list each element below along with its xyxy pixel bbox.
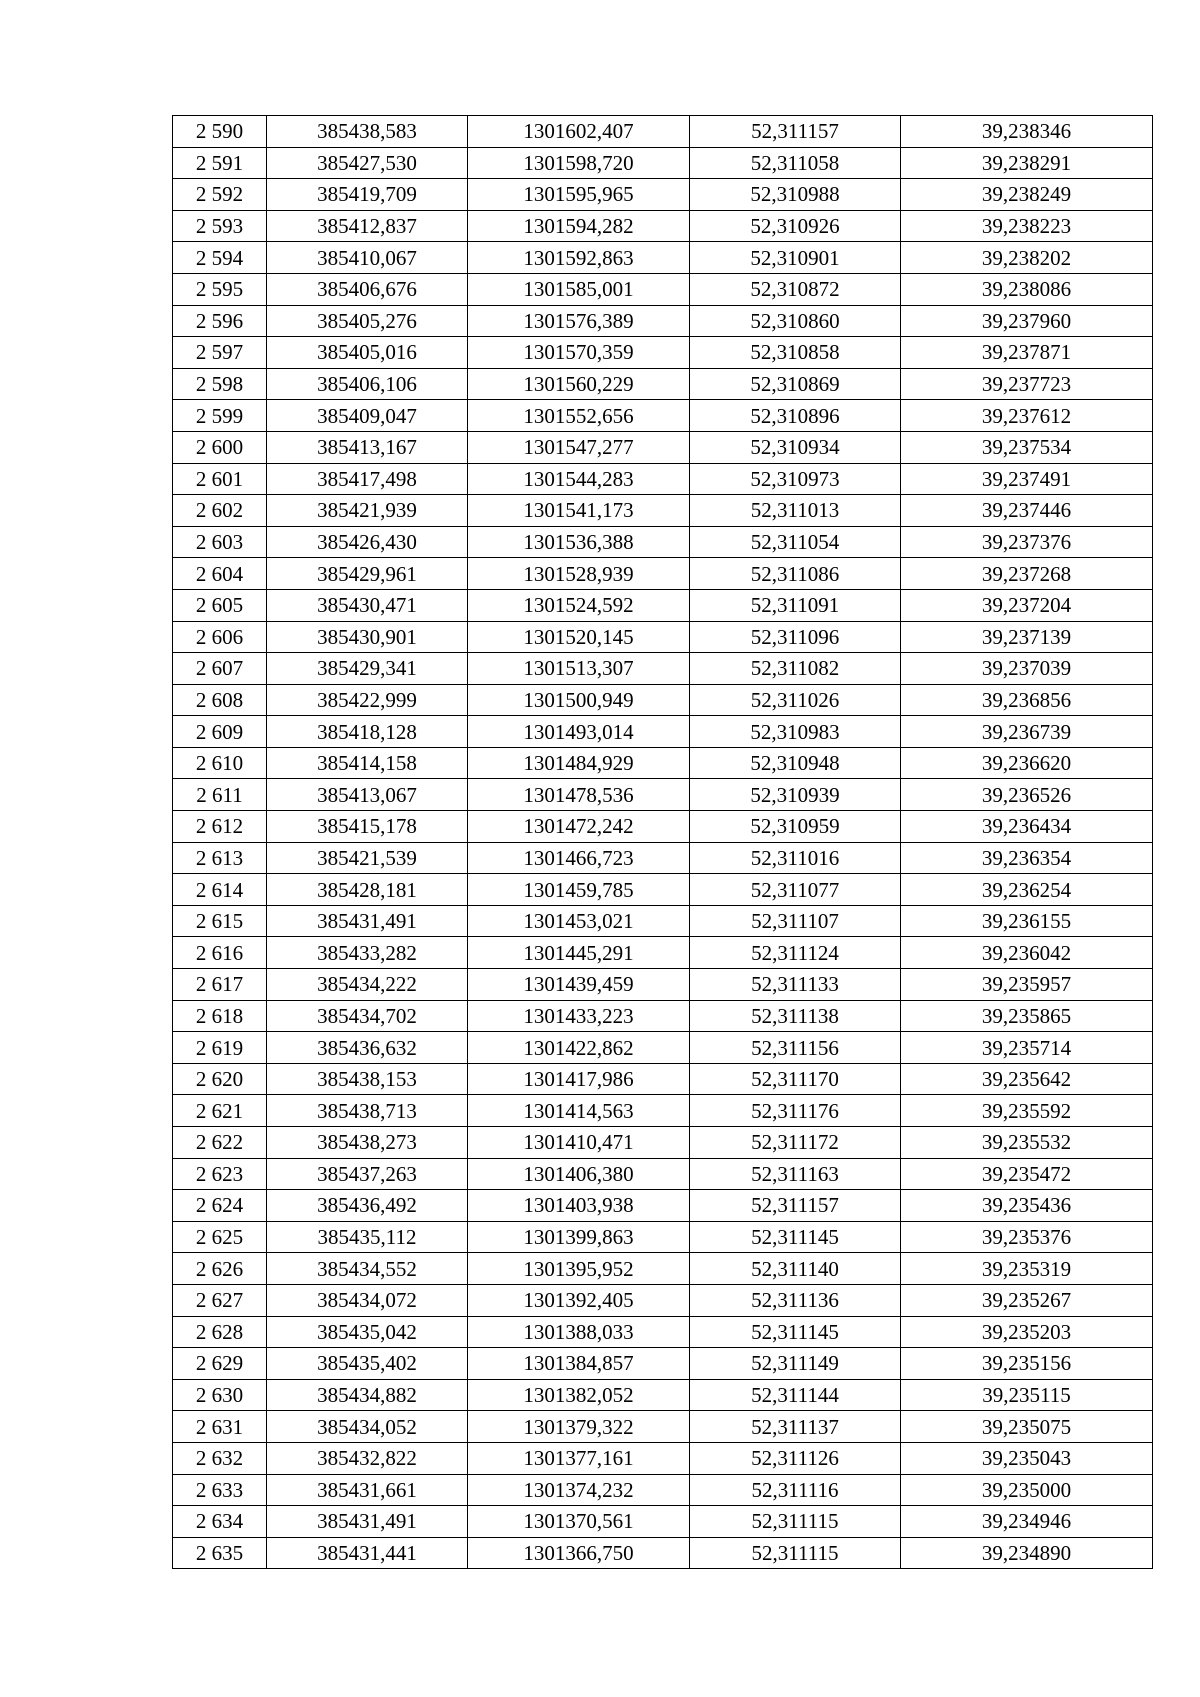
table-row (173, 1095, 1153, 1127)
latitude-cell: 52,311136 (690, 1284, 901, 1316)
latitude-cell: 52,310948 (690, 747, 901, 779)
table-row (173, 242, 1153, 274)
longitude-cell: 39,236739 (901, 716, 1153, 748)
y-coordinate-cell: 1301544,283 (468, 463, 690, 495)
x-coordinate-cell: 385417,498 (267, 463, 468, 495)
latitude-cell: 52,310988 (690, 179, 901, 211)
y-coordinate-cell: 1301392,405 (468, 1284, 690, 1316)
x-coordinate-cell: 385434,702 (267, 1000, 468, 1032)
table-row (173, 1253, 1153, 1285)
x-coordinate-cell: 385434,882 (267, 1379, 468, 1411)
longitude-cell: 39,235203 (901, 1316, 1153, 1348)
longitude-cell: 39,238202 (901, 242, 1153, 274)
y-coordinate-cell: 1301459,785 (468, 874, 690, 906)
point-number-cell: 2 634 (173, 1506, 267, 1538)
point-number-cell: 2 626 (173, 1253, 267, 1285)
table-row (173, 779, 1153, 811)
x-coordinate-cell: 385429,341 (267, 653, 468, 685)
latitude-cell: 52,311086 (690, 558, 901, 590)
longitude-cell: 39,235319 (901, 1253, 1153, 1285)
x-coordinate-cell: 385413,167 (267, 431, 468, 463)
latitude-cell: 52,310896 (690, 400, 901, 432)
y-coordinate-cell: 1301524,592 (468, 589, 690, 621)
longitude-cell: 39,235642 (901, 1063, 1153, 1095)
table-row (173, 1158, 1153, 1190)
table-row (173, 558, 1153, 590)
table-row (173, 842, 1153, 874)
table-row (173, 1032, 1153, 1064)
table-row (173, 747, 1153, 779)
point-number-cell: 2 618 (173, 1000, 267, 1032)
y-coordinate-cell: 1301536,388 (468, 526, 690, 558)
x-coordinate-cell: 385438,273 (267, 1127, 468, 1159)
latitude-cell: 52,311116 (690, 1474, 901, 1506)
x-coordinate-cell: 385405,276 (267, 305, 468, 337)
y-coordinate-cell: 1301500,949 (468, 684, 690, 716)
x-coordinate-cell: 385431,661 (267, 1474, 468, 1506)
y-coordinate-cell: 1301417,986 (468, 1063, 690, 1095)
latitude-cell: 52,311091 (690, 589, 901, 621)
table-row (173, 1379, 1153, 1411)
point-number-cell: 2 628 (173, 1316, 267, 1348)
longitude-cell: 39,237268 (901, 558, 1153, 590)
y-coordinate-cell: 1301594,282 (468, 210, 690, 242)
x-coordinate-cell: 385430,901 (267, 621, 468, 653)
x-coordinate-cell: 385436,632 (267, 1032, 468, 1064)
longitude-cell: 39,236856 (901, 684, 1153, 716)
longitude-cell: 39,237446 (901, 495, 1153, 527)
y-coordinate-cell: 1301541,173 (468, 495, 690, 527)
x-coordinate-cell: 385429,961 (267, 558, 468, 590)
table-row (173, 684, 1153, 716)
x-coordinate-cell: 385435,042 (267, 1316, 468, 1348)
x-coordinate-cell: 385414,158 (267, 747, 468, 779)
longitude-cell: 39,236434 (901, 811, 1153, 843)
point-number-cell: 2 622 (173, 1127, 267, 1159)
point-number-cell: 2 598 (173, 368, 267, 400)
x-coordinate-cell: 385409,047 (267, 400, 468, 432)
x-coordinate-cell: 385435,402 (267, 1348, 468, 1380)
y-coordinate-cell: 1301433,223 (468, 1000, 690, 1032)
x-coordinate-cell: 385434,222 (267, 969, 468, 1001)
y-coordinate-cell: 1301592,863 (468, 242, 690, 274)
point-number-cell: 2 594 (173, 242, 267, 274)
coordinates-table-body (173, 116, 1153, 1569)
longitude-cell: 39,235436 (901, 1190, 1153, 1222)
y-coordinate-cell: 1301466,723 (468, 842, 690, 874)
x-coordinate-cell: 385428,181 (267, 874, 468, 906)
x-coordinate-cell: 385415,178 (267, 811, 468, 843)
point-number-cell: 2 621 (173, 1095, 267, 1127)
table-row (173, 937, 1153, 969)
x-coordinate-cell: 385431,491 (267, 1506, 468, 1538)
longitude-cell: 39,235075 (901, 1411, 1153, 1443)
table-row (173, 495, 1153, 527)
latitude-cell: 52,311145 (690, 1221, 901, 1253)
x-coordinate-cell: 385427,530 (267, 147, 468, 179)
point-number-cell: 2 602 (173, 495, 267, 527)
latitude-cell: 52,311124 (690, 937, 901, 969)
y-coordinate-cell: 1301598,720 (468, 147, 690, 179)
y-coordinate-cell: 1301439,459 (468, 969, 690, 1001)
table-row (173, 1442, 1153, 1474)
latitude-cell: 52,311157 (690, 116, 901, 148)
x-coordinate-cell: 385434,052 (267, 1411, 468, 1443)
y-coordinate-cell: 1301403,938 (468, 1190, 690, 1222)
table-row (173, 305, 1153, 337)
table-row (173, 653, 1153, 685)
latitude-cell: 52,310939 (690, 779, 901, 811)
longitude-cell: 39,238346 (901, 116, 1153, 148)
point-number-cell: 2 613 (173, 842, 267, 874)
table-row (173, 400, 1153, 432)
table-row (173, 147, 1153, 179)
x-coordinate-cell: 385432,822 (267, 1442, 468, 1474)
point-number-cell: 2 610 (173, 747, 267, 779)
point-number-cell: 2 605 (173, 589, 267, 621)
table-row (173, 1000, 1153, 1032)
y-coordinate-cell: 1301370,561 (468, 1506, 690, 1538)
point-number-cell: 2 608 (173, 684, 267, 716)
y-coordinate-cell: 1301528,939 (468, 558, 690, 590)
x-coordinate-cell: 385434,552 (267, 1253, 468, 1285)
point-number-cell: 2 591 (173, 147, 267, 179)
latitude-cell: 52,311107 (690, 905, 901, 937)
longitude-cell: 39,235156 (901, 1348, 1153, 1380)
point-number-cell: 2 616 (173, 937, 267, 969)
latitude-cell: 52,310869 (690, 368, 901, 400)
longitude-cell: 39,238291 (901, 147, 1153, 179)
longitude-cell: 39,235043 (901, 1442, 1153, 1474)
y-coordinate-cell: 1301585,001 (468, 273, 690, 305)
y-coordinate-cell: 1301366,750 (468, 1537, 690, 1569)
point-number-cell: 2 629 (173, 1348, 267, 1380)
point-number-cell: 2 597 (173, 337, 267, 369)
x-coordinate-cell: 385412,837 (267, 210, 468, 242)
latitude-cell: 52,311133 (690, 969, 901, 1001)
latitude-cell: 52,310872 (690, 273, 901, 305)
table-row (173, 1537, 1153, 1569)
point-number-cell: 2 624 (173, 1190, 267, 1222)
x-coordinate-cell: 385435,112 (267, 1221, 468, 1253)
table-row (173, 1474, 1153, 1506)
latitude-cell: 52,311096 (690, 621, 901, 653)
longitude-cell: 39,235376 (901, 1221, 1153, 1253)
longitude-cell: 39,237612 (901, 400, 1153, 432)
latitude-cell: 52,311115 (690, 1537, 901, 1569)
longitude-cell: 39,237491 (901, 463, 1153, 495)
x-coordinate-cell: 385438,153 (267, 1063, 468, 1095)
point-number-cell: 2 593 (173, 210, 267, 242)
longitude-cell: 39,236042 (901, 937, 1153, 969)
table-row (173, 526, 1153, 558)
longitude-cell: 39,237376 (901, 526, 1153, 558)
longitude-cell: 39,237960 (901, 305, 1153, 337)
latitude-cell: 52,311176 (690, 1095, 901, 1127)
latitude-cell: 52,310973 (690, 463, 901, 495)
longitude-cell: 39,237204 (901, 589, 1153, 621)
latitude-cell: 52,311058 (690, 147, 901, 179)
x-coordinate-cell: 385438,583 (267, 116, 468, 148)
latitude-cell: 52,311140 (690, 1253, 901, 1285)
y-coordinate-cell: 1301414,563 (468, 1095, 690, 1127)
point-number-cell: 2 599 (173, 400, 267, 432)
table-row (173, 210, 1153, 242)
y-coordinate-cell: 1301472,242 (468, 811, 690, 843)
table-row (173, 716, 1153, 748)
point-number-cell: 2 612 (173, 811, 267, 843)
point-number-cell: 2 625 (173, 1221, 267, 1253)
table-row (173, 179, 1153, 211)
latitude-cell: 52,311156 (690, 1032, 901, 1064)
table-row (173, 1348, 1153, 1380)
longitude-cell: 39,237139 (901, 621, 1153, 653)
latitude-cell: 52,311082 (690, 653, 901, 685)
y-coordinate-cell: 1301547,277 (468, 431, 690, 463)
longitude-cell: 39,235267 (901, 1284, 1153, 1316)
x-coordinate-cell: 385410,067 (267, 242, 468, 274)
x-coordinate-cell: 385433,282 (267, 937, 468, 969)
y-coordinate-cell: 1301552,656 (468, 400, 690, 432)
latitude-cell: 52,310934 (690, 431, 901, 463)
table-row (173, 811, 1153, 843)
longitude-cell: 39,237039 (901, 653, 1153, 685)
point-number-cell: 2 620 (173, 1063, 267, 1095)
table-row (173, 273, 1153, 305)
y-coordinate-cell: 1301493,014 (468, 716, 690, 748)
latitude-cell: 52,311149 (690, 1348, 901, 1380)
point-number-cell: 2 627 (173, 1284, 267, 1316)
latitude-cell: 52,310983 (690, 716, 901, 748)
point-number-cell: 2 592 (173, 179, 267, 211)
point-number-cell: 2 631 (173, 1411, 267, 1443)
longitude-cell: 39,236620 (901, 747, 1153, 779)
y-coordinate-cell: 1301422,862 (468, 1032, 690, 1064)
x-coordinate-cell: 385422,999 (267, 684, 468, 716)
latitude-cell: 52,311054 (690, 526, 901, 558)
x-coordinate-cell: 385406,106 (267, 368, 468, 400)
latitude-cell: 52,311172 (690, 1127, 901, 1159)
x-coordinate-cell: 385419,709 (267, 179, 468, 211)
x-coordinate-cell: 385406,676 (267, 273, 468, 305)
latitude-cell: 52,310926 (690, 210, 901, 242)
point-number-cell: 2 601 (173, 463, 267, 495)
longitude-cell: 39,238086 (901, 273, 1153, 305)
point-number-cell: 2 590 (173, 116, 267, 148)
latitude-cell: 52,311137 (690, 1411, 901, 1443)
latitude-cell: 52,311077 (690, 874, 901, 906)
latitude-cell: 52,311157 (690, 1190, 901, 1222)
point-number-cell: 2 617 (173, 969, 267, 1001)
table-row (173, 1063, 1153, 1095)
y-coordinate-cell: 1301478,536 (468, 779, 690, 811)
table-row (173, 621, 1153, 653)
point-number-cell: 2 635 (173, 1537, 267, 1569)
latitude-cell: 52,311163 (690, 1158, 901, 1190)
longitude-cell: 39,235472 (901, 1158, 1153, 1190)
point-number-cell: 2 604 (173, 558, 267, 590)
x-coordinate-cell: 385418,128 (267, 716, 468, 748)
table-row (173, 1411, 1153, 1443)
latitude-cell: 52,310858 (690, 337, 901, 369)
longitude-cell: 39,238249 (901, 179, 1153, 211)
table-row (173, 431, 1153, 463)
latitude-cell: 52,311145 (690, 1316, 901, 1348)
x-coordinate-cell: 385437,263 (267, 1158, 468, 1190)
y-coordinate-cell: 1301406,380 (468, 1158, 690, 1190)
latitude-cell: 52,311013 (690, 495, 901, 527)
x-coordinate-cell: 385438,713 (267, 1095, 468, 1127)
point-number-cell: 2 615 (173, 905, 267, 937)
latitude-cell: 52,310901 (690, 242, 901, 274)
point-number-cell: 2 623 (173, 1158, 267, 1190)
x-coordinate-cell: 385431,491 (267, 905, 468, 937)
y-coordinate-cell: 1301395,952 (468, 1253, 690, 1285)
y-coordinate-cell: 1301560,229 (468, 368, 690, 400)
y-coordinate-cell: 1301602,407 (468, 116, 690, 148)
longitude-cell: 39,235592 (901, 1095, 1153, 1127)
latitude-cell: 52,311016 (690, 842, 901, 874)
longitude-cell: 39,237871 (901, 337, 1153, 369)
y-coordinate-cell: 1301576,389 (468, 305, 690, 337)
point-number-cell: 2 606 (173, 621, 267, 653)
y-coordinate-cell: 1301388,033 (468, 1316, 690, 1348)
y-coordinate-cell: 1301453,021 (468, 905, 690, 937)
latitude-cell: 52,311170 (690, 1063, 901, 1095)
y-coordinate-cell: 1301484,929 (468, 747, 690, 779)
y-coordinate-cell: 1301379,322 (468, 1411, 690, 1443)
longitude-cell: 39,235957 (901, 969, 1153, 1001)
point-number-cell: 2 595 (173, 273, 267, 305)
table-row (173, 337, 1153, 369)
table-row (173, 1190, 1153, 1222)
table-row (173, 1127, 1153, 1159)
point-number-cell: 2 607 (173, 653, 267, 685)
longitude-cell: 39,236354 (901, 842, 1153, 874)
latitude-cell: 52,310959 (690, 811, 901, 843)
y-coordinate-cell: 1301520,145 (468, 621, 690, 653)
point-number-cell: 2 611 (173, 779, 267, 811)
point-number-cell: 2 633 (173, 1474, 267, 1506)
x-coordinate-cell: 385426,430 (267, 526, 468, 558)
coordinates-table (172, 115, 1153, 1569)
y-coordinate-cell: 1301374,232 (468, 1474, 690, 1506)
x-coordinate-cell: 385434,072 (267, 1284, 468, 1316)
y-coordinate-cell: 1301399,863 (468, 1221, 690, 1253)
point-number-cell: 2 630 (173, 1379, 267, 1411)
x-coordinate-cell: 385421,939 (267, 495, 468, 527)
point-number-cell: 2 609 (173, 716, 267, 748)
longitude-cell: 39,238223 (901, 210, 1153, 242)
latitude-cell: 52,311138 (690, 1000, 901, 1032)
latitude-cell: 52,310860 (690, 305, 901, 337)
table-row (173, 905, 1153, 937)
longitude-cell: 39,234890 (901, 1537, 1153, 1569)
y-coordinate-cell: 1301410,471 (468, 1127, 690, 1159)
longitude-cell: 39,234946 (901, 1506, 1153, 1538)
point-number-cell: 2 614 (173, 874, 267, 906)
latitude-cell: 52,311126 (690, 1442, 901, 1474)
x-coordinate-cell: 385436,492 (267, 1190, 468, 1222)
latitude-cell: 52,311144 (690, 1379, 901, 1411)
longitude-cell: 39,236254 (901, 874, 1153, 906)
table-row (173, 116, 1153, 148)
table-row (173, 874, 1153, 906)
table-row (173, 1284, 1153, 1316)
x-coordinate-cell: 385405,016 (267, 337, 468, 369)
longitude-cell: 39,235000 (901, 1474, 1153, 1506)
longitude-cell: 39,236155 (901, 905, 1153, 937)
table-row (173, 969, 1153, 1001)
y-coordinate-cell: 1301382,052 (468, 1379, 690, 1411)
table-row (173, 589, 1153, 621)
table-row (173, 368, 1153, 400)
longitude-cell: 39,235714 (901, 1032, 1153, 1064)
point-number-cell: 2 600 (173, 431, 267, 463)
table-row (173, 463, 1153, 495)
y-coordinate-cell: 1301377,161 (468, 1442, 690, 1474)
latitude-cell: 52,311115 (690, 1506, 901, 1538)
longitude-cell: 39,237534 (901, 431, 1153, 463)
table-row (173, 1316, 1153, 1348)
table-row (173, 1506, 1153, 1538)
longitude-cell: 39,235115 (901, 1379, 1153, 1411)
latitude-cell: 52,311026 (690, 684, 901, 716)
longitude-cell: 39,235532 (901, 1127, 1153, 1159)
point-number-cell: 2 596 (173, 305, 267, 337)
longitude-cell: 39,236526 (901, 779, 1153, 811)
point-number-cell: 2 619 (173, 1032, 267, 1064)
table-row (173, 1221, 1153, 1253)
y-coordinate-cell: 1301445,291 (468, 937, 690, 969)
longitude-cell: 39,237723 (901, 368, 1153, 400)
y-coordinate-cell: 1301570,359 (468, 337, 690, 369)
x-coordinate-cell: 385430,471 (267, 589, 468, 621)
y-coordinate-cell: 1301595,965 (468, 179, 690, 211)
y-coordinate-cell: 1301384,857 (468, 1348, 690, 1380)
point-number-cell: 2 603 (173, 526, 267, 558)
x-coordinate-cell: 385421,539 (267, 842, 468, 874)
x-coordinate-cell: 385413,067 (267, 779, 468, 811)
longitude-cell: 39,235865 (901, 1000, 1153, 1032)
y-coordinate-cell: 1301513,307 (468, 653, 690, 685)
x-coordinate-cell: 385431,441 (267, 1537, 468, 1569)
point-number-cell: 2 632 (173, 1442, 267, 1474)
